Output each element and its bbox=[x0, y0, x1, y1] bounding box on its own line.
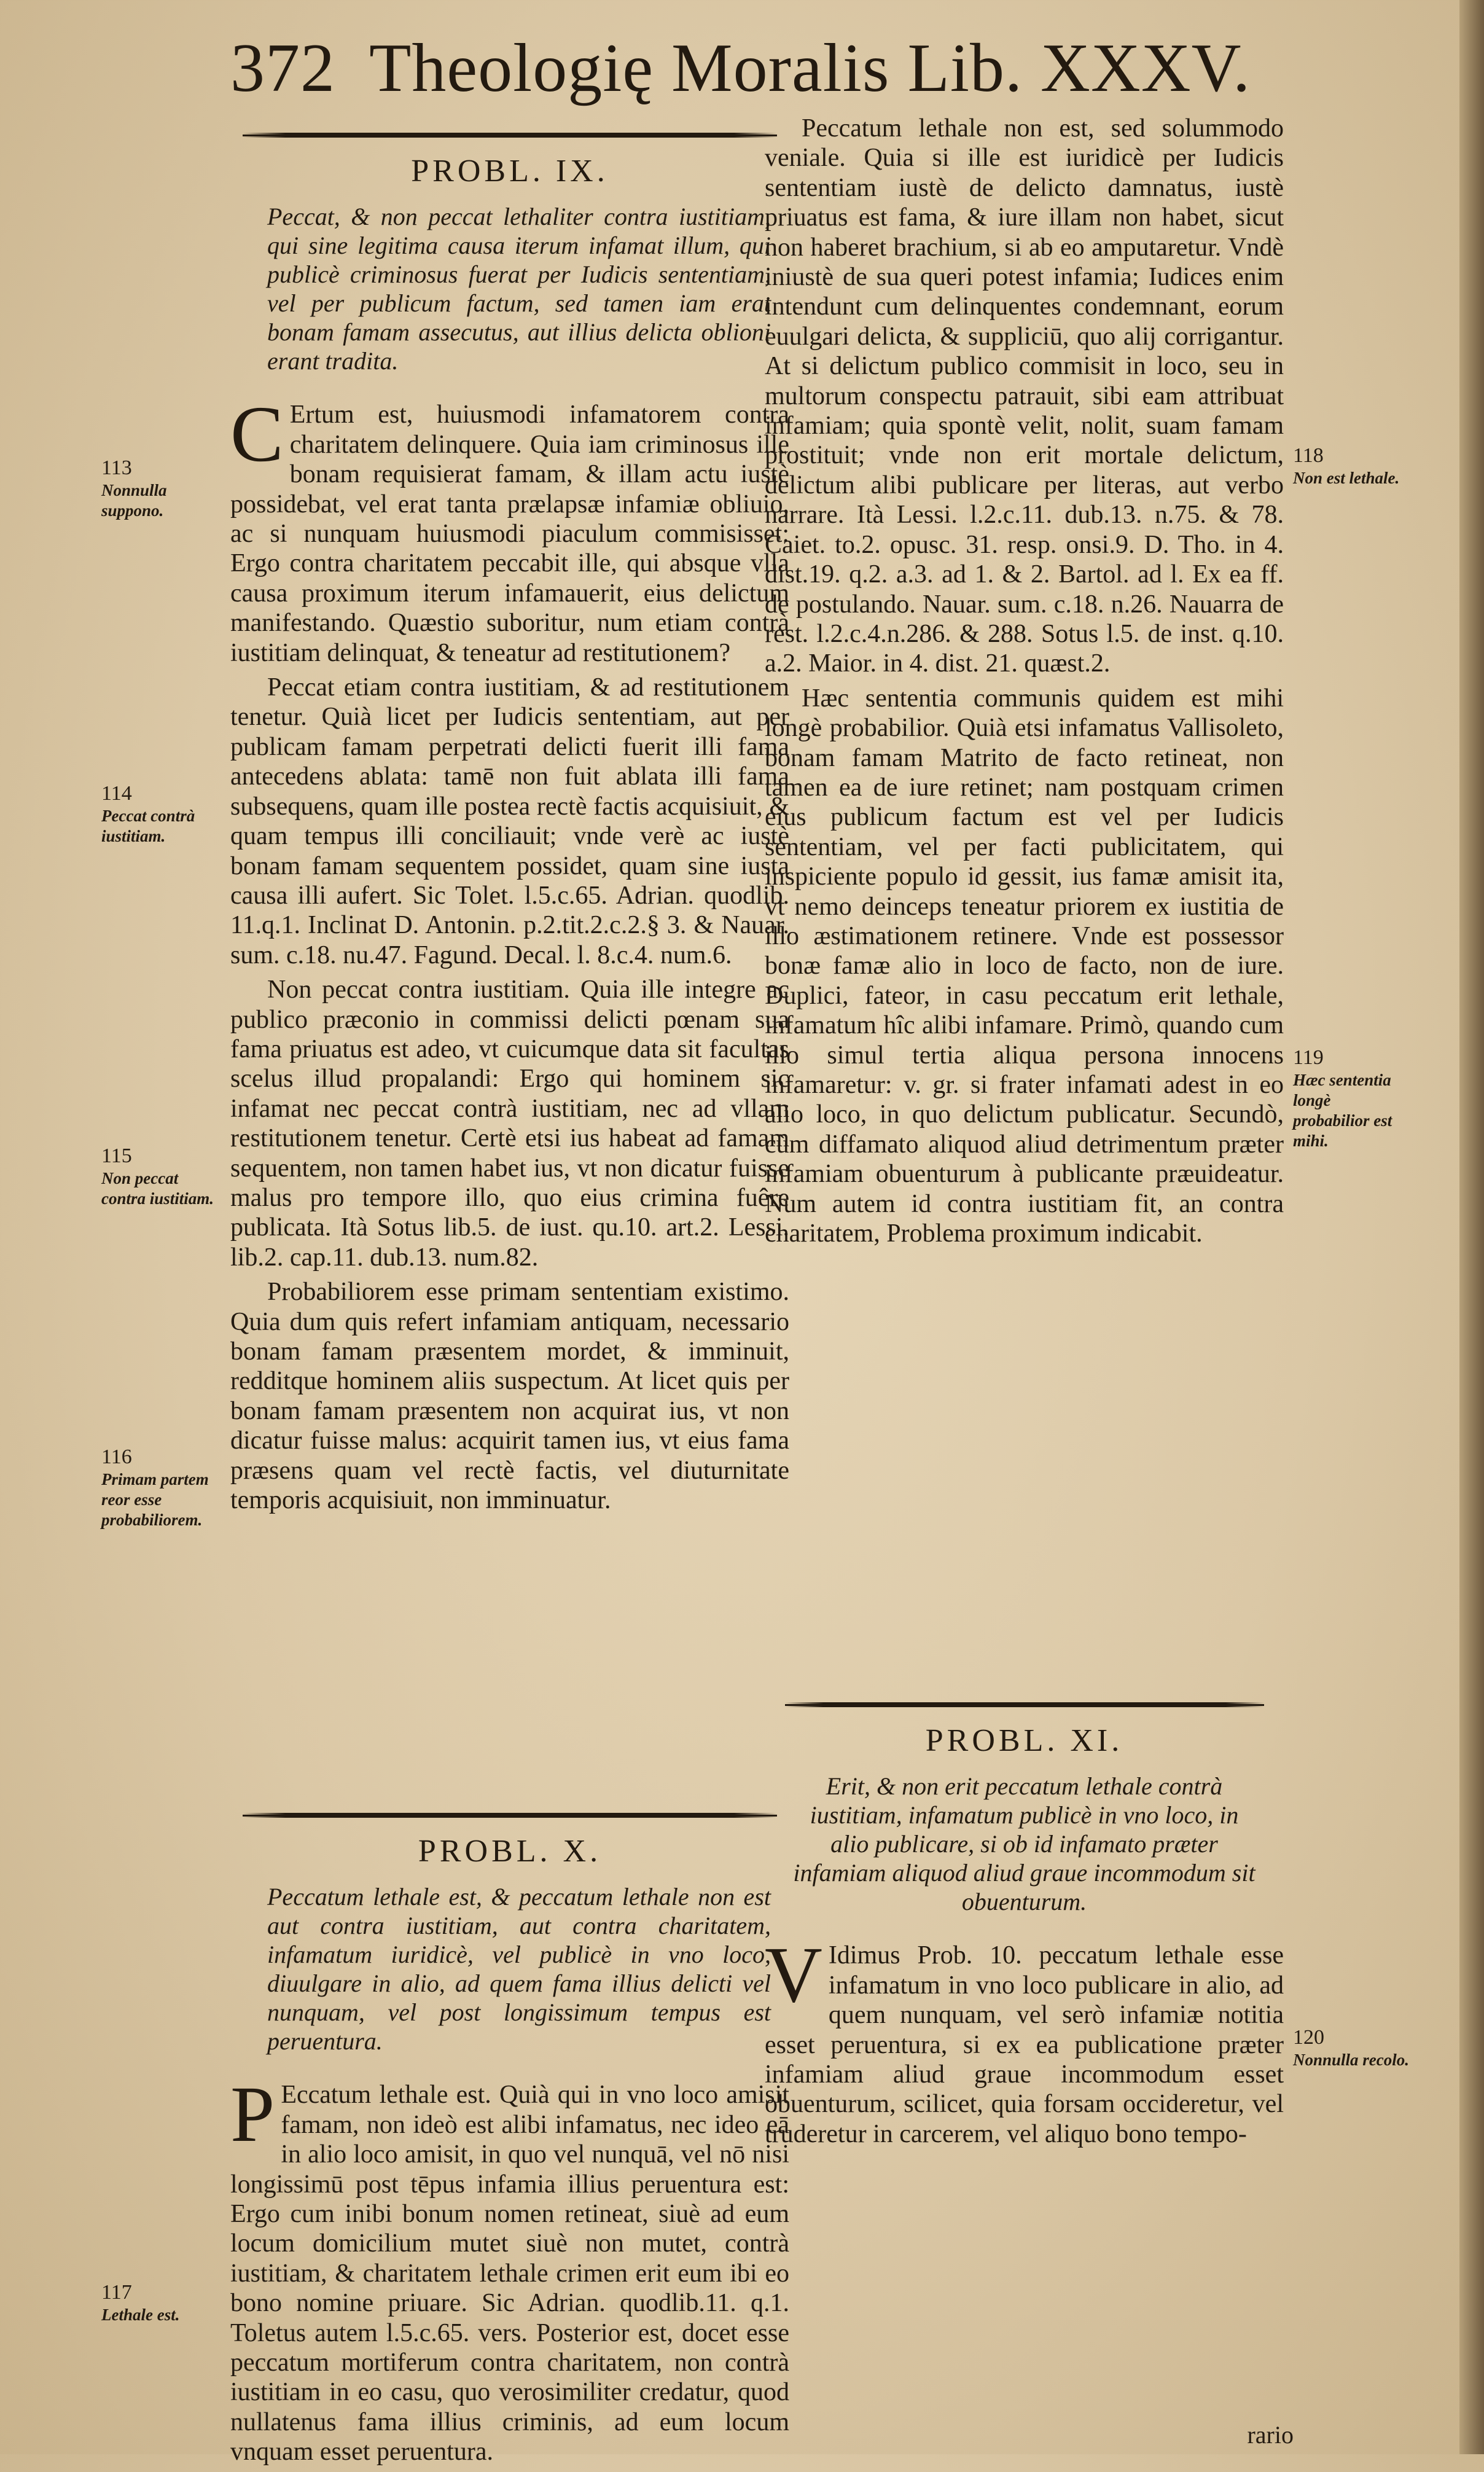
margin-note-113 bbox=[101, 458, 224, 521]
paragraph-115: Non peccat contra iustitiam. Quia ille integre ac publico præconio in commissi delicti pœnam sua fama priuatus est adeo, vt cuicumque data sit facultas scelus illud propalandi: Ergo qui hominem sic infamat nec peccat contrà iustitiam, nec ad vllam restitutionem tenetur. Certè etsi ius habeat ad famam sequentem, non tamen habet ius, vt non dicatur fuisse malus pro tempore illo, quo eius crimina fuêre publicata. Ità Sotus lib.5. de iust. qu.10. art.2. Lessi. lib.2. cap.11. dub.13. num.82. bbox=[230, 976, 789, 1272]
drop-cap: V bbox=[765, 1931, 822, 2020]
page-gutter-shadow bbox=[1459, 0, 1484, 2454]
margin-note-118 bbox=[1293, 445, 1410, 488]
margin-note-number: 117 bbox=[101, 2281, 132, 2304]
paragraph-text: Idimus Prob. 10. peccatum lethale esse infamatum in vno loco publicare in alio, ad quem nunquam, vel serò infamiæ notitia esset peruentura, si ex ea publicatione præter infamiam aliud graue incommodum esset obuenturum, scilicet, quia forsam occideretur, vel truderetur in carcerem, vel aliquo bono tempo- bbox=[765, 1941, 1284, 2148]
margin-note-number: 113 bbox=[101, 456, 132, 479]
left-column bbox=[230, 132, 789, 1520]
margin-note-text: Lethale est. bbox=[101, 2306, 180, 2324]
problem-summary: Peccatum lethale est, & peccatum lethale non est aut contra iustitiam, aut contra charitatem, infamatum iuridicè, vel publicè in vno loco, diuulgare in alio, ad quem fama illius delicti vel nunquam, vel post longissimum tempus est peruentura. bbox=[267, 1883, 771, 2055]
problem-heading: PROBL. IX. bbox=[411, 154, 609, 189]
margin-note-number: 114 bbox=[101, 782, 132, 805]
margin-note-number: 118 bbox=[1293, 444, 1324, 467]
right-column bbox=[765, 114, 1284, 1253]
left-column-lower bbox=[230, 1812, 789, 2472]
catchword: rario bbox=[1247, 2421, 1294, 2449]
margin-note-text: Peccat contrà iustitiam. bbox=[101, 807, 195, 845]
paragraph-116: Probabiliorem esse primam sententiam existimo. Quia dum quis refert infamiam antiquam, necessario bonam famam præsentem mordet, & imminuit, redditque hominem aliis suspectum. At licet quis per bonam famam præsentem non acquirat ius, vt non dicatur fuisse malus: acquirit tamen ius, vt eius fama præsens quam vel rectè factis, vel diuturnitate temporis acquisiuit, non imminuatur. bbox=[230, 1278, 789, 1515]
paragraph-114: Peccat etiam contra iustitiam, & ad restitutionem tenetur. Quià licet per Iudicis sententiam, aut per publicam famam perpetrati delicti fuerit illi fama antecedens ablata: tamē non fuit ablata illi fama subsequens, quam ille postea rectè factis acquisiuit, & quam tempus illi conciliauit; vnde verè ac iustè bonam famam sequentem possidet, quam sine iusta causa illi aufert. Sic Tolet. l.5.c.65. Adrian. quodlib. 11.q.1. Inclinat D. Antonin. p.2.tit.2.c.2.§ 3. & Nauar. sum. c.18. nu.47. Fagund. Decal. l. 8.c.4. num.6. bbox=[230, 673, 789, 969]
margin-note-114 bbox=[101, 783, 224, 847]
problem-summary: Erit, & non erit peccatum lethale contrà iustitiam, infamatum publicè in vno loco, in alio publicare, si ob id infamato præter infamiam aliquod aliud graue incommodum sit obuenturum. bbox=[793, 1772, 1256, 1916]
running-head bbox=[230, 30, 1251, 106]
paragraph-120 bbox=[765, 1931, 1284, 2149]
page-number: 372 bbox=[230, 30, 335, 106]
ornamental-rule bbox=[243, 132, 777, 138]
margin-note-number: 115 bbox=[101, 1144, 132, 1167]
margin-note-text: Primam partem reor esse probabiliorem. bbox=[101, 1470, 209, 1529]
paragraph-117 bbox=[230, 2070, 789, 2466]
margin-note-number: 120 bbox=[1293, 2026, 1324, 2049]
paragraph-text: Ertum est, huiusmodi infamatorem contra charitatem delinquere. Quia iam criminosus ille bonam requisierat famam, & illam actu iustè possidebat, vel erat tanta prælapsæ infamiæ obliuio, ac si nunquam huiusmodi piaculum commisisset: Ergo contra charitatem peccabit ille, qui absque vlla causa proximum iterum infamauerit, eius delictum manifestando. Quæstio suboritur, num etiam contrà iustitiam delinquat, & teneatur ad restitutionem? bbox=[230, 401, 789, 667]
drop-cap: C bbox=[230, 390, 284, 479]
right-column-lower bbox=[765, 1702, 1284, 2154]
margin-note-text: Non peccat contra iustitiam. bbox=[101, 1169, 214, 1208]
margin-note-number: 119 bbox=[1293, 1046, 1324, 1069]
problem-heading: PROBL. X. bbox=[418, 1834, 602, 1869]
margin-note-text: Nonnulla suppono. bbox=[101, 481, 167, 520]
margin-note-text: Hæc sententia longè probabilior est mihi. bbox=[1293, 1071, 1392, 1150]
problem-summary: Peccat, & non peccat lethaliter contra iustitiam, qui sine legitima causa iterum infamat illum, qui publicè criminosus fuerat per Iudicis sententiam, vel per publicum factum, sed tamen iam erat bonam famam assecutus, aut illius delicta oblioni erant tradita. bbox=[267, 203, 771, 375]
paragraph-119: Hæc sententia communis quidem est mihi longè probabilior. Quià etsi infamatus Vallisoleto, bonam famam Matrito de facto retineat, non tamen ea de iure retinet; nam postquam crimen eius publicum factum est vel per Iudicis sententiam, vel per facti publicitatem, qui inspiciente populo id gessit, ius famæ amisit ita, vt nemo deinceps teneatur priorem ex iustitia de illo æstimationem retinere. Vnde est possessor bonæ famæ alio in loco de facto, non de iure. Duplici, fateor, in casu peccatum erit lethale, infamatum hîc alibi infamare. Primò, quando cum illo simul tertia aliqua persona innocens infamaretur: v. gr. si frater infamati adest in eo alio loco, in quo delictum publicatur. Secundò, cùm diffamato aliquod aliud detrimentum præter infamiam obuenturum à publicante præuideatur. Num autem id contra iustitiam fit, an contra charitatem, Problema proximum indicabit. bbox=[765, 684, 1284, 1248]
margin-note-117 bbox=[101, 2282, 224, 2325]
drop-cap: P bbox=[230, 2070, 275, 2159]
margin-note-115 bbox=[101, 1146, 224, 1209]
margin-note-116 bbox=[101, 1447, 224, 1530]
paragraph-113 bbox=[230, 390, 789, 668]
margin-note-number: 116 bbox=[101, 1445, 132, 1468]
paragraph-118: Peccatum lethale non est, sed solummodo veniale. Quia si ille est iuridicè per Iudicis sententiam iustè de delicto damnatus, iustè priuatus est fama, & iure illam non habet, sicut non haberet brachium, si ab eo amputaretur. Vndè iniustè de sua queri potest infamia; Iudices enim intendunt cum delinquentes condemnant, eorum euulgari delicta, & suppliciū, quo alij corrigantur. At si delictum publico commisit in loco, seu in multorum conspectu patrauit, sibi eam attribuat infamiam; quia spontè velit, nolit, suam famam prostituit; vnde non erit mortale delictum, delictum alibi publicare per literas, aut verbo narrare. Ità Lessi. l.2.c.11. dub.13. n.75. & 78. Caiet. to.2. opusc. 31. resp. onsi.9. D. Tho. in 4. dist.19. q.2. a.3. ad 1. & 2. Bartol. ad l. Ex ea ff. de postulando. Nauar. sum. c.18. n.26. Nauarra de rest. l.2.c.4.n.286. & 288. Sotus l.5. de inst. q.10. a.2. Maior. in 4. dist. 21. quæst.2. bbox=[765, 114, 1284, 678]
book-title: Theologię Moralis Lib. XXXV. bbox=[369, 30, 1251, 106]
problem-heading: PROBL. XI. bbox=[925, 1723, 1123, 1758]
margin-note-text: Non est lethale. bbox=[1293, 469, 1400, 487]
ornamental-rule bbox=[243, 1812, 777, 1818]
paragraph-text: Eccatum lethale est. Quià qui in vno loco amisit famam, non ideò est alibi infamatus, nec ideo eā in alio loco amisit, in quo vel nunquā, vel nō nisi longissimū post tēpus infamia illius peruentura est: Ergo cum inibi bonum nomen retineat, siuè ad eum locum domicilium mutet siuè non mutet, contrà iustitiam, & charitatem lethale crimen erit eum ibi eo bono nomine priuare. Sic Adrian. quodlib.11. q.1. Toletus autem l.5.c.65. vers. Posterior est, docet esse peccatum mortiferum contra charitatem, non contrà iustitiam in eo casu, quo verosimiliter credatur, quod nullatenus fama illius criminis, ad eum locum vnquam esset peruentura. bbox=[230, 2081, 789, 2466]
margin-note-119 bbox=[1293, 1047, 1410, 1151]
margin-note-text: Nonnulla recolo. bbox=[1293, 2051, 1410, 2069]
margin-note-120 bbox=[1293, 2027, 1410, 2070]
ornamental-rule bbox=[785, 1702, 1264, 1708]
